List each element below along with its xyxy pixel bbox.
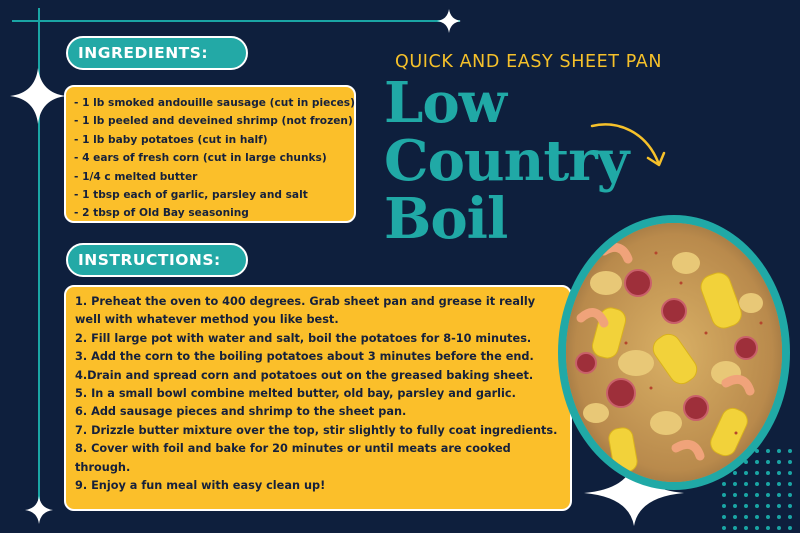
dot [777,460,781,464]
dot [744,515,748,519]
dot [722,515,726,519]
ingredient-item: - 1 lb baby potatoes (cut in half) [74,133,268,146]
dot [777,449,781,453]
dot [755,526,759,530]
dot [777,515,781,519]
dot [777,526,781,530]
dot [755,471,759,475]
instruction-step: 3. Add the corn to the boiling potatoes about 3 minutes before the end. [75,350,534,364]
ingredient-item: - 4 ears of fresh corn (cut in large chunks) [74,152,327,165]
dot [744,471,748,475]
instruction-step: 6. Add sausage pieces and shrimp to the sheet pan. [75,405,407,419]
dot [766,493,770,497]
instruction-step: 5. In a small bowl combine melted butter, old bay, parsley and garlic. [75,387,516,401]
dot [777,504,781,508]
dot [755,504,759,508]
food-illustration [566,223,782,482]
dot [766,482,770,486]
dot [788,482,792,486]
dot [766,515,770,519]
dot [733,471,737,475]
dot [733,482,737,486]
dot [744,493,748,497]
dot [722,482,726,486]
ingredient-item: - 1 tbsp each of garlic, parsley and salt [74,189,308,202]
dot [766,471,770,475]
instructions-box [64,285,572,511]
ingredients-box [64,85,356,223]
instructions-heading-text: INSTRUCTIONS: [78,251,221,269]
dot [733,504,737,508]
ingredients-heading [66,36,248,70]
frame-line-top [12,20,460,22]
ingredient-item: - 2 tbsp of Old Bay seasoning [74,207,249,220]
dot [766,460,770,464]
dot [766,449,770,453]
ingredients-heading-text: INGREDIENTS: [78,44,209,62]
dot [733,526,737,530]
title-line: Low [384,70,506,136]
dot [722,504,726,508]
dot [733,515,737,519]
title-line: Country [384,128,629,194]
sparkle-icon-top [437,9,461,33]
dot [722,526,726,530]
dot [744,526,748,530]
dot [766,504,770,508]
dot [766,526,770,530]
dot [788,493,792,497]
ingredient-item: - 1 lb smoked andouille sausage (cut in pieces) [74,97,355,109]
instruction-step: 4.Drain and spread corn and potatoes out on the greased baking sheet. [75,368,534,382]
dot [755,482,759,486]
dot [744,504,748,508]
curved-arrow-icon [588,118,670,174]
ingredients-list [74,94,354,223]
low-country-boil-photo [566,223,782,482]
dot [788,449,792,453]
dot [777,493,781,497]
title-line: Boil [384,186,508,252]
ingredient-item: - 1/4 c melted butter [74,170,198,183]
dot [755,460,759,464]
instruction-step: 8. Cover with foil and bake for 20 minutes or until meats are cooked through. [75,442,511,474]
dot [788,526,792,530]
dot [722,493,726,497]
sparkle-icon-bottom-left [25,496,53,524]
ingredient-item: - 1 lb peeled and deveined shrimp (not frozen) [74,115,353,128]
instructions-list [75,293,564,495]
dot [755,493,759,497]
sparkle-icon-left [10,68,66,124]
dot [777,471,781,475]
dot [755,515,759,519]
dot [777,482,781,486]
instruction-step: 1. Preheat the oven to 400 degrees. Grab sheet pan and grease it really well with whatever method you like best. [75,295,536,327]
dot [788,460,792,464]
dot [744,482,748,486]
dot [733,493,737,497]
instruction-step: 7. Drizzle butter mixture over the top, stir slightly to fully coat ingredients. [75,423,558,437]
instructions-heading [66,243,248,277]
photo-frame [558,215,790,490]
dot [788,504,792,508]
dot [788,471,792,475]
instruction-step: 9. Enjoy a fun meal with easy clean up! [75,479,326,493]
instruction-step: 2. Fill large pot with water and salt, boil the potatoes for 8-10 minutes. [75,331,532,345]
dot [788,515,792,519]
page-subtitle: QUICK AND EASY SHEET PAN [395,52,663,72]
